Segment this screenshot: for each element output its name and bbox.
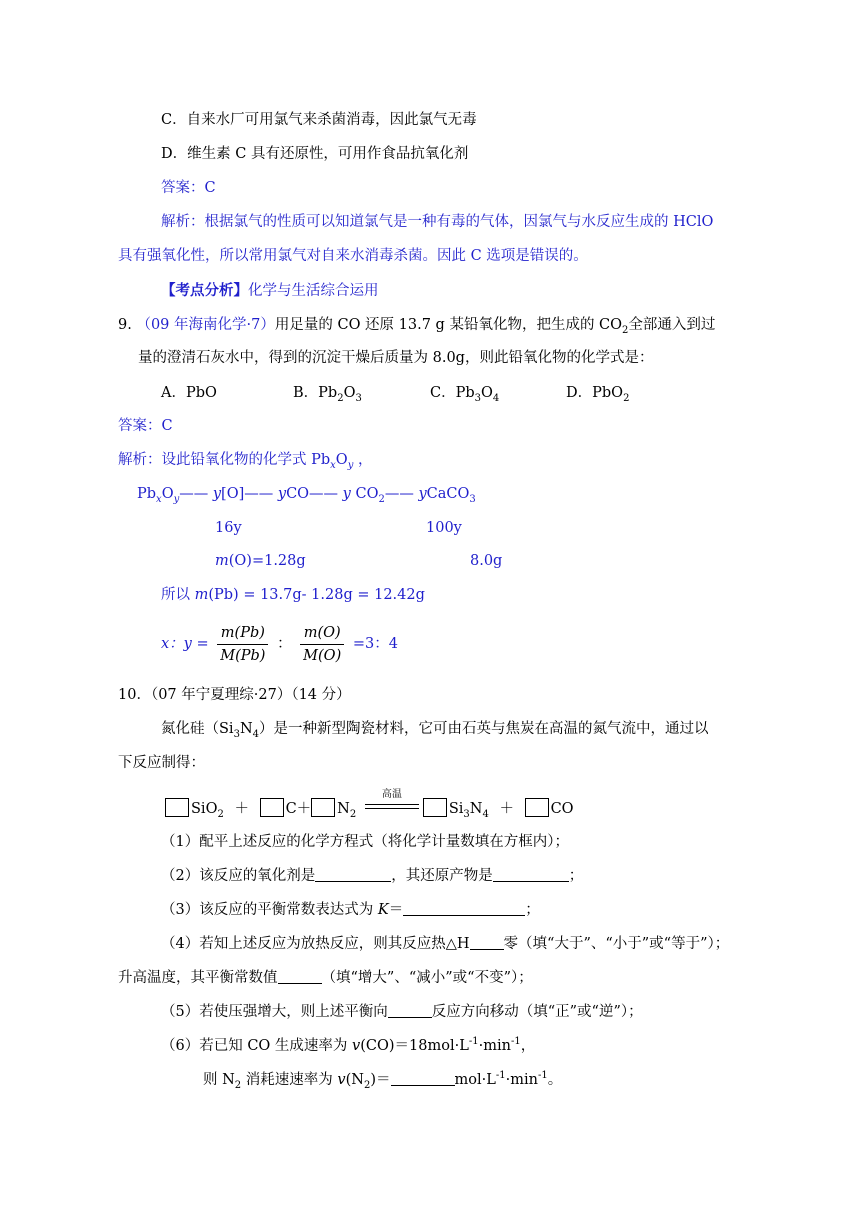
q9-option-b-text: B．Pb — [293, 385, 338, 401]
chain-pb: Pb — [137, 486, 157, 502]
coefficient-box-si3n4[interactable] — [423, 798, 447, 817]
p4-a: （4）若知上述反应为放热反应，则其反应热△H — [161, 936, 470, 952]
q10-header: 10．（07 年宁夏理综·27）（14 分） — [118, 687, 351, 703]
sub-4: 4 — [252, 728, 260, 740]
pb-mass-prefix: 所以 — [161, 587, 195, 603]
p6-v: v — [337, 1072, 346, 1088]
q10-part1: （1）配平上述反应的化学方程式（将化学计量数填在方框内）； — [161, 834, 569, 850]
chain-o: [O]—— — [221, 486, 278, 502]
constant-change-blank[interactable] — [278, 969, 322, 984]
sup-minus1: -1 — [510, 1036, 521, 1048]
enthalpy-blank[interactable] — [470, 935, 504, 950]
p6-a: （6）若已知 CO 生成速率为 — [161, 1038, 353, 1054]
eq-plus: ＋ — [499, 801, 514, 817]
p6-d: ， — [520, 1038, 536, 1054]
fraction-pb-den: M(Pb) — [220, 647, 266, 664]
q9-option-c-text: C．Pb — [430, 385, 475, 401]
mass-caco3: 8.0g — [470, 553, 503, 569]
sub-2: 2 — [622, 324, 629, 336]
analysis-q9-text: 解析：设此铅氧化物的化学式 Pb — [118, 452, 331, 468]
option-c: C．自来水厂可用氯气来杀菌消毒，因此氯气无毒 — [161, 112, 477, 128]
sub-3: 3 — [355, 392, 362, 404]
fraction-pb — [217, 622, 268, 667]
q10-part2 — [161, 866, 583, 886]
p4-line2-a: 升高温度，其平衡常数值 — [118, 970, 278, 986]
sup-minus1: -1 — [468, 1036, 479, 1048]
kaodian-label: 【考点分析】 — [161, 282, 248, 299]
sub-3: 3 — [474, 392, 482, 404]
q10-part6-line1 — [161, 1036, 535, 1056]
chain-co2: CO — [350, 486, 379, 502]
q9-option-d-text: D．PbO — [566, 385, 624, 401]
var-y: y — [212, 486, 222, 502]
ratio-formula — [161, 620, 398, 668]
m-symbol: m — [194, 587, 209, 603]
q9-option-c: C．$Pb_3O_4$ — [430, 385, 500, 404]
high-temp-equals-sign — [363, 789, 421, 816]
analysis-q8-line1: 解析：根据氯气的性质可以知道氯气是一种有毒的气体，因氯气与水反应生成的 HClO — [161, 214, 714, 230]
kaodian-line — [161, 281, 379, 301]
chemical-equation: $SiO_2 + C+ N_2$ 高温 $Si_3N_4$ ＋ CO — [165, 796, 574, 819]
p6-line2-f: ·min — [505, 1072, 538, 1088]
sub-2: 2 — [234, 1079, 242, 1091]
sub-y: y — [347, 459, 354, 471]
q10-part6-line2 — [203, 1070, 562, 1090]
eq-co: CO — [550, 801, 574, 817]
p2-a: （2）该反应的氧化剂是 — [161, 868, 316, 884]
q9-option-b: B．$Pb_2O_3$ — [293, 385, 362, 404]
q9-stem-a: 用足量的 CO 还原 13.7 g 某铅氧化物，把生成的 CO — [274, 317, 623, 333]
sub-2: 2 — [217, 808, 224, 820]
mass-o — [215, 551, 306, 571]
eq-plus: ＋ — [234, 801, 249, 817]
equilibrium-constant-blank[interactable] — [403, 901, 525, 916]
chain-dash: —— — [384, 486, 419, 502]
p2-b: ，其还原产物是 — [391, 868, 493, 884]
p4-b: 零（填“大于”、“小于”或“等于”）； — [503, 936, 730, 952]
analysis-q9-tail: ， — [353, 452, 373, 468]
fraction-o-num: m(O) — [300, 622, 344, 645]
var-y: y — [342, 486, 351, 502]
q9-stem-line2: 量的澄清石灰水中，得到的沉淀干燥后质量为 8.0g，则此铅氧化物的化学式是： — [138, 350, 654, 366]
ratio-result: =3：4 — [352, 636, 398, 652]
pb-mass-value: (Pb) = 13.7g- 1.28g = 12.42g — [208, 587, 425, 603]
eq-si3n4: Si — [448, 801, 464, 817]
fraction-o — [300, 622, 344, 667]
analysis-q8-line2: 具有强氧化性，所以常用氯气对自来水消毒杀菌。因此 C 选项是错误的。 — [118, 248, 588, 264]
q10-part3 — [161, 900, 540, 920]
chain-caco3: CaCO — [426, 486, 470, 502]
q10-intro-line1: 氮化硅$(Si_3N_4)$是一种新型陶瓷材料，它可由石英与焦炭在高温的氮气流中，通过以 — [161, 721, 709, 740]
coefficient-box-c[interactable] — [260, 798, 284, 817]
q9-stem-line1 — [118, 315, 715, 335]
sub-3: 3 — [469, 493, 476, 505]
p3-k: K — [377, 902, 389, 918]
sub-x: x — [330, 459, 336, 471]
pb-mass-line — [161, 585, 425, 605]
reaction-chain: $Pb_xO_y——$ y[O]—— yCO—— y $CO_2——$ yCaCO$_3$ — [137, 486, 476, 505]
fraction-o-den: M(O) — [303, 647, 342, 664]
m-symbol: m — [215, 553, 229, 569]
sub-2: 2 — [378, 493, 385, 505]
p3-a: （3）该反应的平衡常数表达式为 — [161, 902, 378, 918]
eq-sio2: SiO — [191, 801, 218, 817]
sub-3: 3 — [233, 728, 240, 740]
p6-b: (CO)＝18mol·L — [360, 1038, 469, 1054]
coefficient-box-sio2[interactable] — [165, 798, 189, 817]
p6-line2-g: 。 — [547, 1072, 563, 1088]
p5-a: （5）若使压强增大，则上述平衡向 — [161, 1004, 388, 1020]
sub-y: y — [173, 493, 180, 505]
direction-blank[interactable] — [388, 1003, 432, 1018]
eq-c: C＋ — [285, 801, 312, 817]
oxidant-blank[interactable] — [315, 867, 391, 882]
kaodian-text: 化学与生活综合运用 — [248, 283, 379, 299]
q9-number: 9. — [118, 317, 132, 333]
p6-line2-e: mol·L — [454, 1072, 496, 1088]
p6-line2-c: (N — [345, 1072, 364, 1088]
reduction-product-blank[interactable] — [493, 867, 569, 882]
q10-part4-line2 — [118, 968, 533, 988]
ratio-lhs: x：y = — [161, 636, 209, 652]
p6-c: ·min — [478, 1038, 511, 1054]
p4-line2-b: （填“增大”、“减小”或“不变”）； — [321, 970, 533, 986]
q10-intro-line2: 下反应制得： — [118, 755, 205, 771]
intro-a: 氮化硅（Si — [161, 721, 234, 737]
value-16y: 16y — [215, 520, 242, 536]
ratio-separator: ： — [277, 636, 292, 652]
eq-n2: N — [337, 801, 350, 817]
sub-4: 4 — [492, 392, 500, 404]
q9-option-d — [566, 383, 629, 403]
rate-blank[interactable] — [391, 1071, 455, 1086]
q9-option-a: A．PbO — [161, 385, 217, 401]
p6-line2-b: 消耗速速率为 — [241, 1072, 338, 1088]
sub-2: 2 — [349, 808, 357, 820]
coefficient-box-co[interactable] — [525, 798, 549, 817]
sub-3: 3 — [463, 808, 470, 820]
sup-minus1: -1 — [537, 1070, 548, 1082]
var-y: y — [277, 486, 287, 502]
coefficient-box-n2[interactable] — [311, 798, 335, 817]
intro-b: ）是一种新型陶瓷材料，它可由石英与焦炭在高温的氮气流中，通过以 — [259, 721, 709, 737]
fraction-pb-num: m(Pb) — [217, 622, 268, 645]
sub-4: 4 — [482, 808, 489, 820]
q10-part5 — [161, 1002, 643, 1022]
q10-part4-line1 — [161, 934, 729, 954]
option-d: D．维生素 C 具有还原性，可用作食品抗氧化剂 — [161, 146, 469, 162]
sub-2: 2 — [623, 392, 630, 404]
answer-q9: 答案：C — [118, 418, 173, 434]
q9-stem-b: 全部通入到过 — [628, 317, 716, 333]
var-y: y — [418, 486, 427, 502]
p6-line2-a: 则 N — [203, 1072, 235, 1088]
condition-label: 高温 — [381, 789, 402, 800]
p2-c: ； — [568, 868, 584, 884]
q9-source: （09 年海南化学·7） — [136, 317, 275, 333]
sup-minus1: -1 — [495, 1070, 506, 1082]
p6-line2-d: )＝ — [370, 1072, 391, 1088]
sub-x: x — [156, 493, 162, 505]
value-100y: 100y — [426, 520, 462, 536]
mass-o-value: (O)=1.28g — [228, 553, 306, 569]
analysis-q9: 解析：设此铅氧化物的化学式 $Pb_xO_y$ ， — [118, 452, 373, 471]
sub-2: 2 — [363, 1079, 371, 1091]
p3-b: ＝ — [388, 902, 404, 918]
sub-2: 2 — [337, 392, 344, 404]
p6-v: v — [352, 1038, 361, 1054]
chain-co: CO—— — [286, 486, 343, 502]
p3-c: ； — [525, 902, 540, 918]
p5-b: 反应方向移动（填“正”或“逆”）； — [431, 1004, 643, 1020]
answer-q8: 答案：C — [161, 180, 216, 196]
